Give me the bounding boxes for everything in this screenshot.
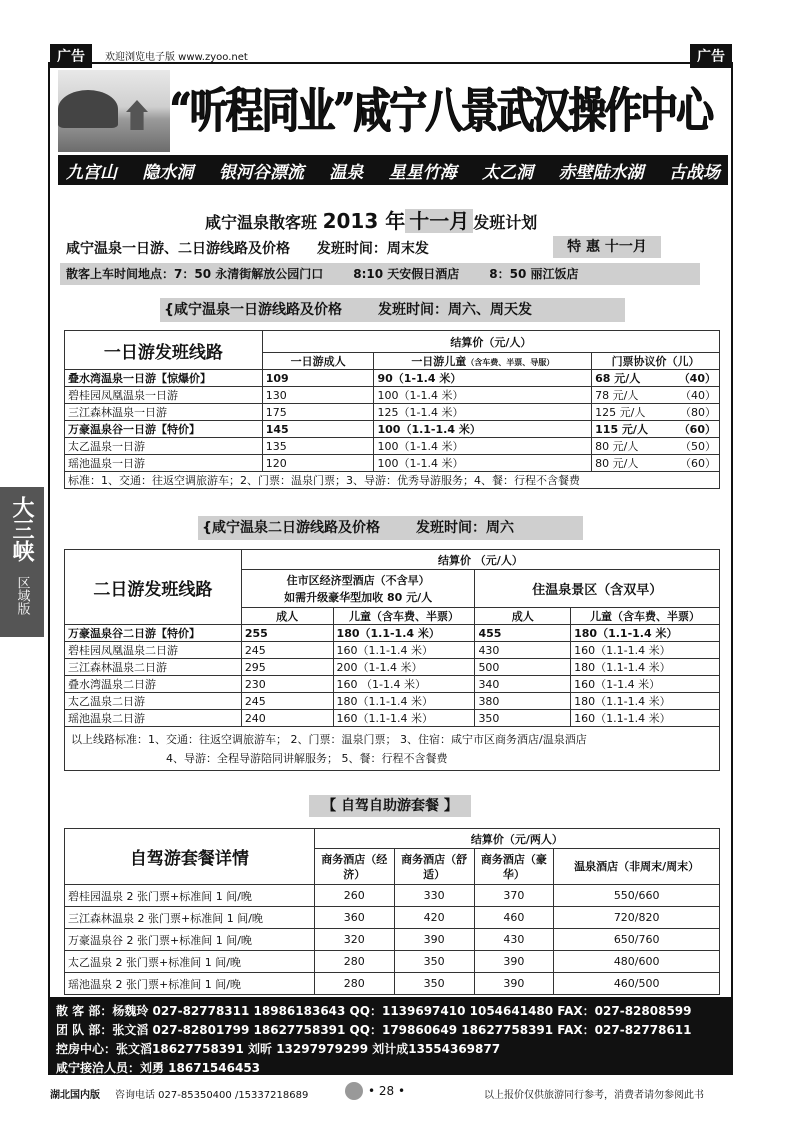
self-price-header: 结算价（元/两人） [314, 829, 719, 849]
col-header: 成人 [241, 608, 333, 625]
table-row: 三江森林温泉一日游 175 125（1-1.4 米） 125 元/人 （80） [65, 404, 720, 421]
contacts-box [48, 997, 733, 1075]
table-row: 三江森林温泉二日游 295 200（1-1.4 米） 500 180（1.1-1.4 米） [65, 659, 720, 676]
footer-disclaimer: 以上报价仅供旅游同行参考，消费者请勿参阅此书 [484, 1090, 704, 1101]
contact-line: 控房中心：张文滔18627758391 刘昕 13297979299 刘计成13554369877 [56, 1042, 501, 1056]
spot-item: 银河谷漂流 [218, 162, 304, 183]
ad-tag-left: 广告 [50, 44, 92, 68]
col-header: 一日游儿童（含车费、半票、导服） [374, 353, 592, 370]
table-row: 碧桂园凤凰温泉一日游 130 100（1-1.4 米） 78 元/人 （40） [65, 387, 720, 404]
contact-line: 咸宁接洽人员：刘勇 18671546453 [56, 1061, 261, 1075]
page-icon [345, 1082, 363, 1100]
spot-item: 星星竹海 [388, 162, 457, 183]
table-row: 太乙温泉二日游 245 180（1.1-1.4 米） 380 180（1.1-1.4 米） [65, 693, 720, 710]
plan-line: 咸宁温泉一日游、二日游线路及价格 发班时间：周末发 [66, 241, 429, 257]
welcome-text: 欢迎浏览电子版 www.zyoo.net [105, 52, 248, 63]
spots-bar [58, 155, 728, 185]
day2-price-header: 结算价 （元/人） [241, 550, 719, 570]
day1-banner: {咸宁温泉一日游线路及价格 发班时间：周六、周天发 [160, 298, 625, 322]
day1-note: 标准：1、交通：往返空调旅游车；2、门票：温泉门票；3、导游：优秀导游服务；4、餐：行程不含餐费 [65, 472, 720, 489]
col-header: 商务酒店（豪华） [474, 849, 554, 885]
table-row: 瑶池温泉 2 张门票+标准间 1 间/晚 280 350 390 460/500 [65, 973, 720, 995]
col-header: 商务酒店（舒适） [394, 849, 474, 885]
resort-header: 住温泉景区（含双早） [475, 570, 720, 608]
table-row: 万豪温泉谷二日游【特价】 255 180（1.1-1.4 米） 455 180（1.1-1.4 米） [65, 625, 720, 642]
table-row: 太乙温泉 2 张门票+标准间 1 间/晚 280 350 390 480/600 [65, 951, 720, 973]
col-header: 门票协议价（儿） [592, 353, 720, 370]
spot-item: 隐水洞 [142, 162, 194, 183]
footer-edition: 湖北国内版 [50, 1090, 100, 1101]
day2-note: 以上线路标准：1、交通：往返空调旅游车； 2、门票：温泉门票； 3、住宿：咸宁市区商务酒店/温泉酒店 4、导游：全程导游陪同讲解服务； 5、餐：行程不含餐费 [65, 727, 720, 771]
col-header: 儿童（含车费、半票） [571, 608, 720, 625]
table-row: 三江森林温泉 2 张门票+标准间 1 间/晚 360 420 460 720/820 [65, 907, 720, 929]
spot-item: 太乙洞 [482, 162, 534, 183]
day2-table [64, 549, 720, 771]
day1-table [64, 330, 720, 489]
contact-line: 团 队 部：张文滔 027-82801799 18627758391 QQ：179860649 18627758391 FAX：027-82778611 [56, 1023, 692, 1037]
table-row: 碧桂园温泉 2 张门票+标准间 1 间/晚 260 330 370 550/660 [65, 885, 720, 907]
table-row [65, 472, 720, 489]
col-header: 儿童（含车费、半票） [333, 608, 475, 625]
spot-item: 温泉 [329, 162, 364, 183]
day2-route-header: 二日游发班线路 [65, 550, 242, 625]
special-badge: 特 惠 十一月 [553, 236, 661, 258]
contact-line: 散 客 部：杨魏玲 027-82778311 18986183643 QQ：1139697410 1054641480 FAX：027-82808599 [56, 1004, 692, 1018]
main-title: “听程同业”咸宁八景武汉操作中心 [170, 83, 713, 139]
table-row: 万豪温泉谷 2 张门票+标准间 1 间/晚 320 390 430 650/760 [65, 929, 720, 951]
self-detail-header: 自驾游套餐详情 [65, 829, 315, 885]
self-drive-table [64, 828, 720, 995]
day1-price-header: 结算价（元/人） [262, 331, 719, 353]
self-drive-banner: 【 自驾自助游套餐 】 [309, 795, 471, 817]
page-number: • 28 • [368, 1084, 406, 1098]
col-header: 商务酒店（经济） [314, 849, 394, 885]
col-header: 一日游成人 [262, 353, 374, 370]
ad-tag-right: 广告 [690, 44, 732, 68]
table-row: 叠水湾温泉二日游 230 160 （1-1.4 米） 340 160（1-1.4 米） [65, 676, 720, 693]
table-row: 瑶池温泉一日游 120 100（1-1.4 米） 80 元/人 （60） [65, 455, 720, 472]
table-row: 瑶池温泉二日游 240 160（1.1-1.4 米） 350 160（1.1-1.4 米） [65, 710, 720, 727]
spot-item: 赤壁陆水湖 [558, 162, 644, 183]
footer-phone: 咨询电话 027-85350400 /15337218689 [115, 1090, 309, 1101]
region-sidebar: 大三峡 区域版 [0, 487, 44, 637]
header-photo [58, 70, 170, 152]
pickup-bar: 散客上车时间地点：7：50 永清街解放公园门口 8:10 天安假日酒店 8：50 丽江饭店 [60, 263, 700, 285]
table-row: 叠水湾温泉一日游【惊爆价】 109 90（1-1.4 米） 68 元/人 （40） [65, 370, 720, 387]
day2-banner: {咸宁温泉二日游线路及价格 发班时间：周六 [198, 516, 583, 540]
plan-title: 咸宁温泉散客班 2013 年 十一月 发班计划 [205, 209, 538, 233]
col-header: 温泉酒店（非周末/周末） [554, 849, 720, 885]
table-row: 太乙温泉一日游 135 100（1-1.4 米） 80 元/人 （50） [65, 438, 720, 455]
table-row: 碧桂园凤凰温泉二日游 245 160（1.1-1.4 米） 430 160（1.1-1.4 米） [65, 642, 720, 659]
city-hotel-header: 住市区经济型酒店（不含早） 如需升级豪华型加收 80 元/人 [241, 570, 475, 608]
spot-item: 古战场 [668, 162, 720, 183]
spot-item: 九宫山 [66, 162, 117, 183]
col-header: 成人 [475, 608, 571, 625]
table-row: 万豪温泉谷一日游【特价】 145 100（1.1-1.4 米） 115 元/人 （60） [65, 421, 720, 438]
day1-route-header: 一日游发班线路 [65, 331, 263, 370]
